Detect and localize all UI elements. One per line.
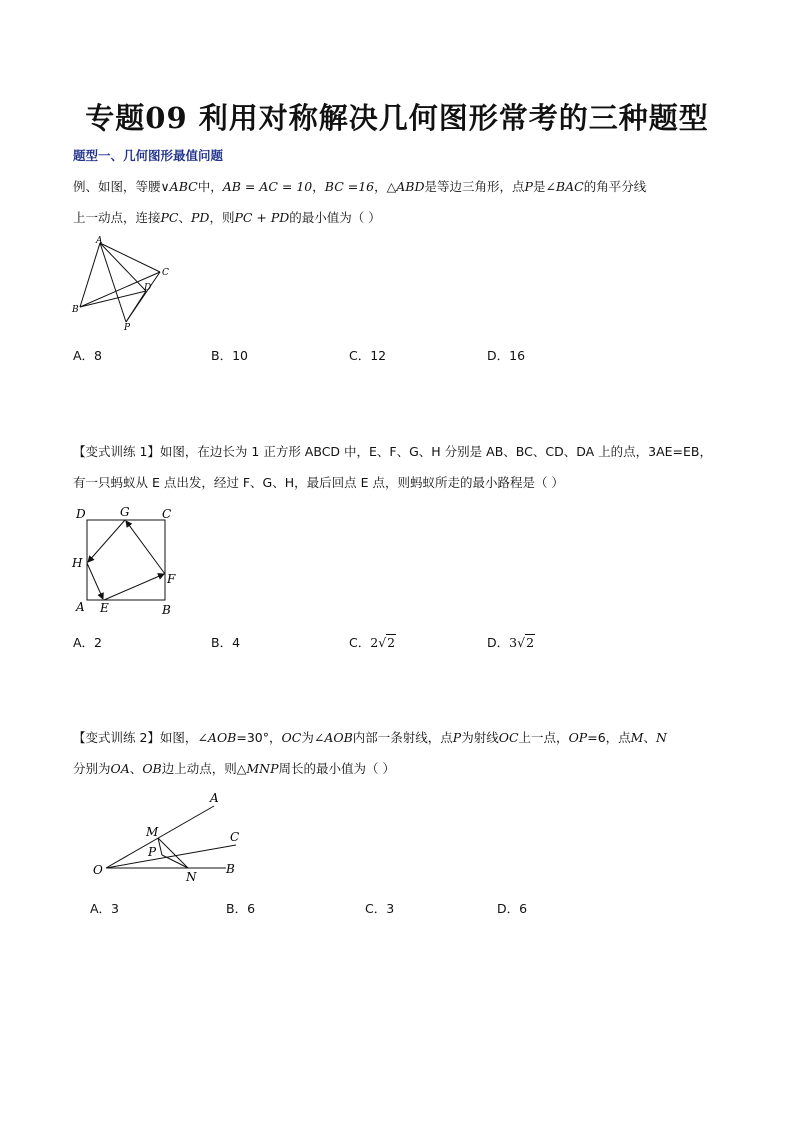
example-line-1 (73, 177, 646, 195)
path-g-to-h (88, 520, 125, 562)
example-line-2 (73, 208, 381, 226)
segment-bd (80, 291, 146, 307)
coefficient: 2 (370, 635, 379, 650)
text: 的角平分线 (583, 179, 647, 194)
choice-label: C． (349, 635, 371, 650)
segment-mn (158, 838, 188, 868)
segment-pd (126, 291, 146, 322)
label-c: C (162, 507, 172, 521)
variant2-figure (90, 788, 250, 883)
math-op: OP (568, 730, 588, 745)
math-angle-aob: ∠AOB (313, 730, 353, 745)
math-m: M (630, 730, 644, 745)
text: ，则 (209, 210, 235, 225)
text: 中， (197, 179, 223, 194)
text: 【变式训练 2】如图， (73, 730, 198, 745)
variant2-line-2 (73, 759, 395, 777)
choice-c: C．3 (365, 901, 395, 916)
label-f: F (167, 572, 176, 586)
segment-pn (162, 855, 188, 868)
text: ， (312, 179, 325, 194)
choice-d (487, 633, 535, 651)
label-h: H (72, 556, 83, 570)
variant1-line-2: 有一只蚂蚁从 E 点出发，经过 F、G、H，最后回点 E 点，则蚂蚁所走的最小路程是（ ） (73, 475, 564, 490)
math-pc-pd: PC + PD (234, 210, 290, 225)
label-p: P (148, 845, 157, 859)
path-h-to-e (87, 563, 103, 599)
label-d: D (76, 507, 86, 521)
example-figure (68, 234, 178, 334)
label-a: A (210, 791, 219, 805)
text: 内部一条射线，点 (352, 730, 453, 745)
choice-b: B．10 (211, 348, 248, 363)
label-p: P (124, 323, 131, 333)
label-o: O (93, 863, 103, 877)
label-a: A (96, 236, 103, 246)
segment-ad (100, 243, 146, 291)
variant1-line-1: 【变式训练 1】如图，在边长为 1 正方形 ABCD 中，E、F、G、H 分别是 AB、BC、CD、DA 上的点，3AE=EB， (73, 444, 712, 459)
label-d: D (144, 283, 152, 293)
coefficient: 3 (509, 635, 518, 650)
label-b: B (72, 305, 79, 315)
segment-ap (100, 243, 126, 322)
text: 的最小值为（ ） (289, 210, 381, 225)
label-b: B (226, 862, 235, 876)
math-bc: BC =16 (324, 179, 375, 194)
sqrt-icon: √ (517, 635, 526, 650)
text: 例、如图，等腰 (73, 179, 161, 194)
radicand: 2 (387, 635, 396, 650)
choice-d: D．6 (497, 901, 528, 916)
math-angle-aob: ∠AOB (197, 730, 237, 745)
choice-b: B．6 (226, 901, 256, 916)
math-ab-ac: AB = AC = 10 (222, 179, 313, 194)
choice-c (349, 633, 396, 651)
math-p: P (452, 730, 462, 745)
choice-a: A．3 (90, 901, 120, 916)
text: =30°， (236, 730, 282, 745)
math-oc: OC (498, 730, 519, 745)
text: 、 (178, 210, 192, 225)
square-abcd (87, 520, 165, 600)
text: ， (374, 179, 387, 194)
math-triangle-abc: ∨ABC (160, 179, 198, 194)
math-pc: PC (160, 210, 179, 225)
text: 为 (301, 730, 314, 745)
math-oc: OC (281, 730, 302, 745)
label-g: G (120, 505, 130, 519)
segment-ab (80, 243, 100, 307)
text: 是 (532, 179, 546, 194)
segment-ac (100, 243, 160, 272)
variant2-line-1 (73, 728, 667, 746)
radicand: 2 (526, 635, 535, 650)
choice-a: A．8 (73, 348, 103, 363)
label-b: B (162, 603, 171, 617)
label-m: M (146, 825, 159, 839)
math-pd: PD (191, 210, 210, 225)
math-angle-bac: ∠BAC (545, 179, 584, 194)
choice-label: D． (487, 635, 510, 650)
math-n: N (656, 730, 667, 745)
text: 、 (129, 761, 143, 776)
text: 边上动点，则△ (161, 761, 247, 776)
text: 上一点， (518, 730, 569, 745)
math-oa: OA (110, 761, 130, 776)
sqrt-icon: √ (378, 635, 387, 650)
label-c: C (162, 268, 169, 278)
sqrt-expression (370, 634, 396, 650)
section-heading: 题型一、几何图形最值问题 (73, 148, 224, 163)
label-a: A (76, 600, 85, 614)
text: =6，点 (587, 730, 631, 745)
label-c: C (230, 830, 240, 844)
page-title: 专题09 利用对称解决几何图形常考的三种题型 (85, 101, 709, 135)
text: 上一动点，连接 (73, 210, 161, 225)
variant1-figure (66, 502, 186, 622)
choice-b: B．4 (211, 635, 241, 650)
math-p: P (524, 179, 533, 194)
text: 、 (643, 730, 656, 745)
math-ob: OB (142, 761, 162, 776)
path-f-to-g (126, 521, 165, 574)
text: 周长的最小值为（ ） (278, 761, 396, 776)
label-e: E (100, 601, 109, 615)
sqrt-expression (509, 634, 535, 650)
text: 分别为 (73, 761, 111, 776)
math-triangle-abd: △ABD (386, 179, 425, 194)
text: 为射线 (461, 730, 499, 745)
label-n: N (186, 870, 197, 883)
choice-a: A．2 (73, 635, 103, 650)
path-e-to-f (104, 574, 164, 600)
choice-d: D．16 (487, 348, 526, 363)
choice-c: C．12 (349, 348, 387, 363)
math-mnp: MNP (246, 761, 279, 776)
text: 是等边三角形，点 (424, 179, 525, 194)
